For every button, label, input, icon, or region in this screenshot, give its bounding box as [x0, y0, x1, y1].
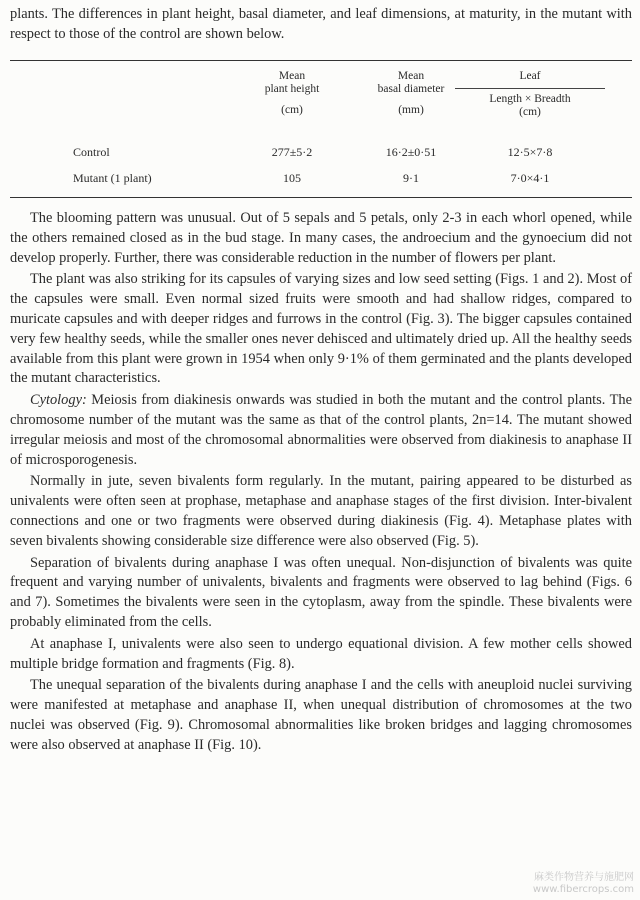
- paragraph-text: The plant was also striking for its capsules of varying sizes and low seed setting (Figs. 1 and 2). Most of the capsules were small. Even normal sized fruits were smooth and had shallow ridges, compared to muricate capsules and with deeper ridges and furrows in the control (Fig. 3). The bigger capsules contained very few healthy seeds, while the smaller ones never dehisced and ultimately dried up. All the healthy seeds available from this plant were grown in 1954 when only 9·1% of them germinated and the plants developed the mutant characteristics.: [10, 271, 632, 387]
- paragraph-capsules: [10, 270, 632, 389]
- table-cell: 9·1: [403, 171, 419, 185]
- watermark-line1: 麻类作物营养与施肥网: [534, 872, 634, 883]
- leaf-header-rule: [455, 88, 605, 89]
- row-label-mutant: Mutant (1 plant): [73, 171, 152, 185]
- table-cell: 16·2±0·51: [385, 145, 437, 159]
- paragraph-text: At anaphase I, univalents were also seen to undergo equational division. A few mother cells showed multiple bridge formation and fragments (Fig. 8).: [10, 635, 632, 672]
- column-unit: (mm): [398, 104, 424, 116]
- paragraph-unequal-separation: [10, 676, 632, 755]
- table-cell: 277±5·2: [271, 145, 313, 159]
- column-header-line1: Mean: [397, 70, 425, 82]
- column-header-line2: basal diameter: [377, 83, 445, 95]
- table-bottom-rule: [10, 197, 632, 198]
- column-header-line2: plant height: [264, 83, 320, 95]
- column-header-line1: Leaf: [519, 70, 541, 82]
- table-cell: 105: [283, 171, 301, 185]
- paragraph-separation: [10, 554, 632, 633]
- intro-paragraph: plants. The differences in plant height, basal diameter, and leaf dimensions, at maturity, in the mutant with respect to those of the control are shown below.: [10, 6, 632, 42]
- column-unit: (cm): [519, 106, 541, 118]
- table-cell: 7·0×4·1: [510, 171, 550, 185]
- site-watermark: [533, 872, 634, 896]
- paragraph-text: The unequal separation of the bivalents during anaphase I and the cells with aneuploid nuclei surviving were manifested at metaphase and anaphase II, when unequal distribution of chromosomes at the two nuclei was observed (Fig. 9). Chromosomal abnormalities like broken bridges and lagging chromosomes were also observed at anaphase II (Fig. 10).: [10, 677, 632, 753]
- data-table: [10, 60, 632, 197]
- paragraph-bivalents: [10, 472, 632, 551]
- paragraph-text: Separation of bivalents during anaphase I was often unequal. Non-disjunction of bivalents was quite frequent and varying number of univalents, bivalents and fragments were observed to lag behind (Figs. 6 and 7). Sometimes the bivalents were seen in the cytoplasm, away from the spindle. These bivalents were probably eliminated from the cells.: [10, 554, 632, 630]
- paragraph-lead: Cytology:: [30, 392, 87, 409]
- watermark-line2: www.fibercrops.com: [532, 884, 634, 895]
- column-header-line1: Mean: [278, 70, 306, 82]
- column-unit: (cm): [281, 104, 303, 116]
- table-cell: 12·5×7·8: [507, 145, 553, 159]
- column-header-line2: Length × Breadth: [489, 93, 571, 105]
- row-label-control: Control: [73, 145, 110, 159]
- body-text: [10, 209, 632, 758]
- column-header-plant-height: [232, 70, 352, 117]
- paragraph-text: Meiosis from diakinesis onwards was studied in both the mutant and the control plants. The chromosome number of the mutant was the same as that of the control plants, 2n=14. The mutant showed irregular meiosis and most of the chromosomal abnormalities were observed from diakinesis to anaphase II of microsporogenesis.: [10, 392, 632, 468]
- paragraph-blooming: [10, 209, 632, 268]
- column-header-leaf: [454, 70, 606, 119]
- paragraph-text: Normally in jute, seven bivalents form regularly. In the mutant, pairing appeared to be disturbed as univalents were often seen at prophase, metaphase and anaphase stages of the first division. Inter-bivalent connections and one or two fragments were observed during diakinesis (Fig. 4). Metaphase plates with seven bivalents showing considerable size difference were also observed (Fig. 5).: [10, 473, 632, 549]
- paragraph-text: The blooming pattern was unusual. Out of 5 sepals and 5 petals, only 2-3 in each whorl opened, while the others remained closed as in the bud stage. In many cases, the androecium and the gynoecium did not develop properly. Further, there was considerable reduction in the number of flowers per plant.: [10, 210, 632, 266]
- paragraph-cytology: [10, 391, 632, 470]
- paragraph-anaphase: [10, 635, 632, 675]
